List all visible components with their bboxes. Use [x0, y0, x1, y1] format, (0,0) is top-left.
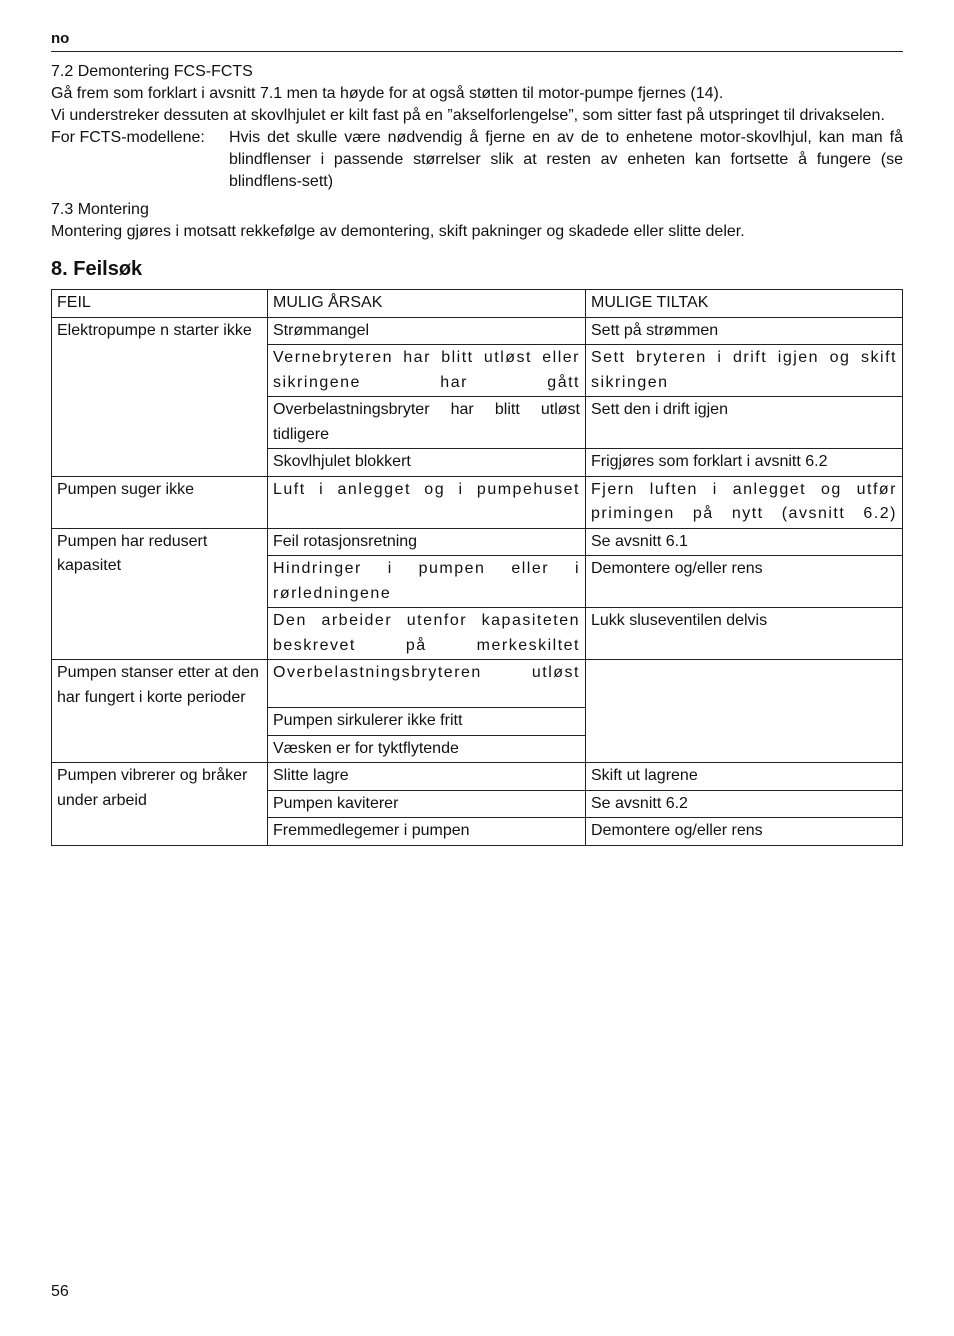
action-cell: Frigjøres som forklart i avsnitt 6.2 [586, 449, 903, 477]
table-row [52, 763, 903, 791]
action-cell-empty [586, 660, 903, 763]
table-row [52, 476, 903, 528]
table-header-row [52, 290, 903, 318]
action-cell: Demontere og/eller rens [586, 556, 903, 608]
fcts-note-label: For FCTS-modellene: [51, 129, 205, 146]
cause-cell: Skovlhjulet blokkert [268, 449, 586, 477]
section-7-2-title: 7.2 Demontering FCS-FCTS [51, 63, 253, 80]
cause-cell: Den arbeider utenfor kapasiteten beskrevet på merkeskiltet [268, 608, 586, 660]
cause-cell: Overbelastningsbryteren utløst [268, 660, 586, 708]
action-cell: Se avsnitt 6.2 [586, 790, 903, 818]
action-cell: Sett den i drift igjen [586, 397, 903, 449]
fault-cell: Pumpen suger ikke [52, 476, 268, 528]
table-row [52, 528, 903, 556]
action-cell: Fjern luften i anlegget og utfør primingen på nytt (avsnitt 6.2) [586, 476, 903, 528]
section-7-3-title: 7.3 Montering [51, 201, 149, 218]
cause-cell: Overbelastningsbryter har blitt utløst tidligere [268, 397, 586, 449]
cause-cell: Vernebryteren har blitt utløst eller sikringene har gått [268, 345, 586, 397]
fault-cell: Pumpen har redusert kapasitet [52, 528, 268, 660]
fault-cell: Pumpen stanser etter at den har fungert i korte perioder [52, 660, 268, 763]
fcts-note [51, 127, 903, 193]
cause-cell: Pumpen sirkulerer ikke fritt [268, 708, 586, 736]
cause-cell: Strømmangel [268, 317, 586, 345]
fault-cell: Pumpen vibrerer og bråker under arbeid [52, 763, 268, 846]
troubleshooting-table [51, 289, 903, 846]
document-body [51, 61, 903, 846]
cause-cell: Feil rotasjonsretning [268, 528, 586, 556]
cause-cell: Væsken er for tyktflytende [268, 735, 586, 763]
cause-cell: Pumpen kaviterer [268, 790, 586, 818]
action-cell: Sett på strømmen [586, 317, 903, 345]
language-code: no [51, 30, 70, 47]
section-7-2-paragraph-2: Vi understreker dessuten at skovlhjulet er kilt fast på en ”akselforlengelse”, som sitter fast på utspringet til drivakselen. [51, 107, 885, 124]
cause-cell: Slitte lagre [268, 763, 586, 791]
header-divider [51, 51, 903, 52]
action-cell: Se avsnitt 6.1 [586, 528, 903, 556]
section-8-heading: 8. Feilsøk [51, 258, 143, 280]
section-7-2-paragraph-1: Gå frem som forklart i avsnitt 7.1 men ta høyde for at også støtten til motor-pumpe fjernes (14). [51, 85, 724, 102]
page-number: 56 [51, 1283, 69, 1300]
header-cell-tiltak: MULIGE TILTAK [586, 290, 903, 318]
cause-cell: Fremmedlegemer i pumpen [268, 818, 586, 846]
action-cell: Skift ut lagrene [586, 763, 903, 791]
action-cell: Demontere og/eller rens [586, 818, 903, 846]
fault-cell: Elektropumpe n starter ikke [52, 317, 268, 476]
header-cell-feil: FEIL [52, 290, 268, 318]
action-cell: Sett bryteren i drift igjen og skift sikringen [586, 345, 903, 397]
cause-cell: Hindringer i pumpen eller i rørledningene [268, 556, 586, 608]
table-row [52, 317, 903, 345]
fcts-note-text: Hvis det skulle være nødvendig å fjerne en av de to enhetene motor-skovlhjul, kan man få blindflenser i passende størrelser slik at resten av enheten kan fortsette å fungere (se blindflens-sett) [229, 129, 903, 190]
table-row [52, 660, 903, 708]
action-cell: Lukk sluseventilen delvis [586, 608, 903, 660]
section-7-3-paragraph: Montering gjøres i motsatt rekkefølge av demontering, skift pakninger og skadede eller slitte deler. [51, 223, 745, 240]
cause-cell: Luft i anlegget og i pumpehuset [268, 476, 586, 528]
header-cell-arsak: MULIG ÅRSAK [268, 290, 586, 318]
